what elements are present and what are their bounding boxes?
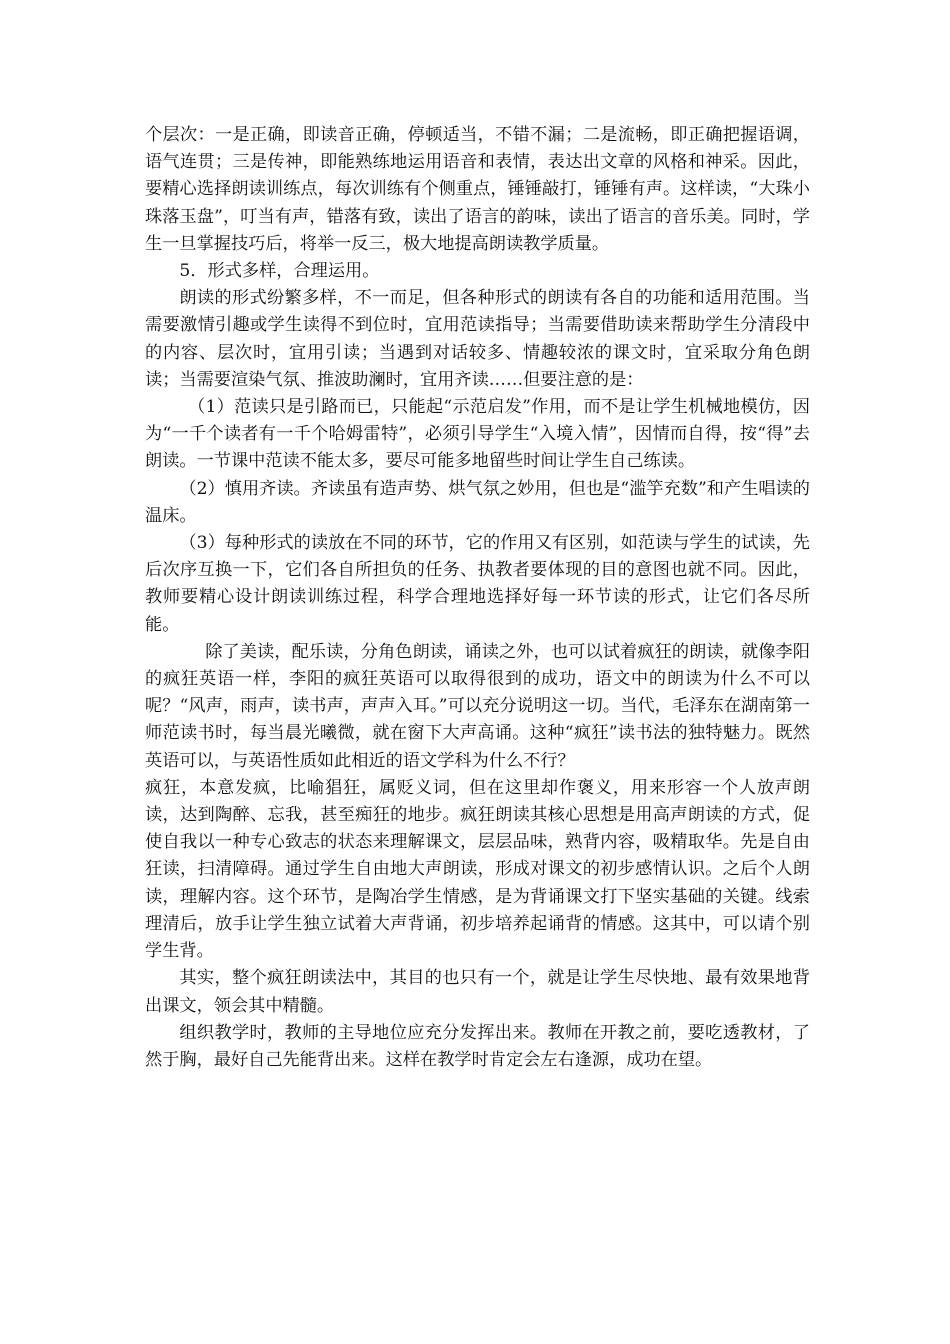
document-page <box>145 122 810 1074</box>
paragraph-crazy-definition: 疯狂，本意发疯，比喻猖狂，属贬义词，但在这里却作褒义，用来形容一个人放声朗读，达到陶醉、忘我，甚至痴狂的地步。疯狂朗读其核心思想是用高声朗读的方式，促使自我以一种专心致志的状态来理解课文，层层品味，熟背内容，吸精取华。先是自由狂读，扫清障碍。通过学生自由地大声朗读，形成对课文的初步感情认识。之后个人朗读，理解内容。这个环节，是陶冶学生情感，是为背诵课文打下坚实基础的关键。线索理清后，放手让学生独立试着大声背诵，初步培养起诵背的情感。这其中，可以请个别学生背。 <box>145 777 810 962</box>
paragraph-purpose: 其实，整个疯狂朗读法中，其目的也只有一个，就是让学生尽快地、最有效果地背出课文，领会其中精髓。 <box>145 968 810 1016</box>
list-item-choral-reading: （2）慎用齐读。齐读虽有造声势、烘气氛之妙用，但也是“滥竽充数”和产生唱读的温床。 <box>145 478 810 526</box>
paragraph-teacher-role: 组织教学时，教师的主导地位应充分发挥出来。教师在开教之前，要吃透教材，了然于胸，最好自己先能背出来。这样在教学时肯定会左右逢源，成功在望。 <box>145 1022 810 1070</box>
paragraph-reading-levels: 个层次：一是正确，即读音正确，停顿适当，不错不漏；二是流畅，即正确把握语调，语气连贯；三是传神，即能熟练地运用语音和表情，表达出文章的风格和神采。因此，要精心选择朗读训练点，每次训练有个侧重点，锤锤敲打，锤锤有声。这样读，“大珠小珠落玉盘”，叮当有声，错落有致，读出了语言的韵味，读出了语言的音乐美。同时，学生一旦掌握技巧后，将举一反三，极大地提高朗读教学质量。 <box>145 125 810 254</box>
section-heading-forms: 5．形式多样，合理运用。 <box>179 261 380 282</box>
list-item-model-reading: （1）范读只是引路而已，只能起“示范启发”作用，而不是让学生机械地模仿，因为“一千个读者有一千个哈姆雷特”，必须引导学生“入境入情”，因情而自得，按“得”去朗读。一节课中范读不能太多，要尽可能多地留些时间让学生自己练读。 <box>145 397 810 472</box>
paragraph-reading-forms: 朗读的形式纷繁多样，不一而足，但各种形式的朗读有各自的功能和适用范围。当需要激情引趣或学生读得不到位时，宜用范读指导；当需要借助读来帮助学生分清段中的内容、层次时，宜用引读；当遇到对话较多、情趣较浓的课文时，宜采取分角色朗读；当需要渲染气氛、推波助澜时，宜用齐读……但要注意的是： <box>145 288 810 390</box>
list-item-reading-stages: （3）每种形式的读放在不同的环节，它的作用又有区别，如范读与学生的试读，先后次序互换一下，它们各自所担负的任务、执教者要体现的目的意图也就不同。因此，教师要精心设计朗读训练过程，科学合理地选择好每一环节读的形式，让它们各尽所能。 <box>145 533 810 635</box>
paragraph-crazy-reading: 除了美读，配乐读，分角色朗读，诵读之外，也可以试着疯狂的朗读，就像李阳的疯狂英语一样，李阳的疯狂英语可以取得很到的成功，语文中的朗读为什么不可以呢？“风声，雨声，读书声，声声入耳。”可以充分说明这一切。当代，毛泽东在湖南第一师范读书时，每当晨光曦微，就在窗下大声高诵。这种“疯狂”读书法的独特魅力。既然英语可以，与英语性质如此相近的语文学科为什么不行？ <box>145 641 810 771</box>
